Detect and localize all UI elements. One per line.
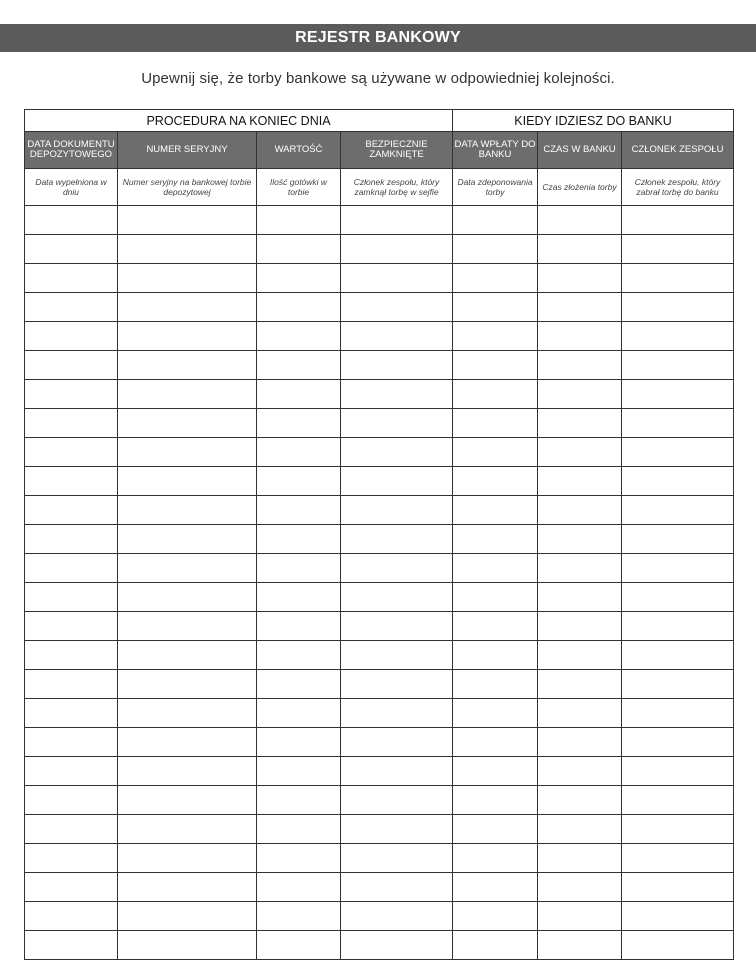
- table-cell[interactable]: [257, 409, 341, 438]
- table-cell[interactable]: [341, 728, 453, 757]
- table-cell[interactable]: [453, 351, 538, 380]
- table-row: [25, 264, 734, 293]
- table-row: [25, 554, 734, 583]
- table-cell[interactable]: [25, 235, 118, 264]
- table-row: [25, 641, 734, 670]
- table-cell[interactable]: [538, 583, 622, 612]
- table-cell[interactable]: [257, 525, 341, 554]
- table-cell[interactable]: [538, 438, 622, 467]
- table-cell[interactable]: [622, 699, 734, 728]
- column-description-deposit-date: Data wypełniona w dniu: [25, 169, 118, 206]
- table-cell[interactable]: [257, 902, 341, 931]
- table-cell[interactable]: [341, 641, 453, 670]
- table-cell[interactable]: [453, 409, 538, 438]
- table-cell[interactable]: [25, 264, 118, 293]
- column-description-safely-locked: Członek zespołu, który zamknął torbę w sejfie: [341, 169, 453, 206]
- table-cell[interactable]: [453, 264, 538, 293]
- table-cell[interactable]: [257, 844, 341, 873]
- column-header-safely-locked: BEZPIECZNIE ZAMKNIĘTE: [341, 132, 453, 169]
- table-row: [25, 583, 734, 612]
- table-cell[interactable]: [622, 815, 734, 844]
- table-cell[interactable]: [453, 525, 538, 554]
- table-cell[interactable]: [538, 873, 622, 902]
- table-cell[interactable]: [257, 380, 341, 409]
- table-cell[interactable]: [453, 612, 538, 641]
- table-cell[interactable]: [622, 641, 734, 670]
- table-cell[interactable]: [538, 554, 622, 583]
- table-cell[interactable]: [341, 496, 453, 525]
- table-row: [25, 235, 734, 264]
- table-row: [25, 206, 734, 235]
- column-header-deposit-date: DATA DOKUMENTU DEPOZYTOWEGO: [25, 132, 118, 169]
- table-cell[interactable]: [118, 786, 257, 815]
- instruction-text: Upewnij się, że torby bankowe są używane w odpowiedniej kolejności.: [141, 70, 615, 87]
- table-cell[interactable]: [453, 873, 538, 902]
- column-description-serial-number: Numer seryjny na bankowej torbie depozytowej: [118, 169, 257, 206]
- table-cell[interactable]: [25, 902, 118, 931]
- table-cell[interactable]: [25, 525, 118, 554]
- table-row: [25, 670, 734, 699]
- table-cell[interactable]: [538, 525, 622, 554]
- table-cell[interactable]: [25, 438, 118, 467]
- table-cell[interactable]: [538, 467, 622, 496]
- table-cell[interactable]: [622, 351, 734, 380]
- table-cell[interactable]: [25, 293, 118, 322]
- table-cell[interactable]: [118, 583, 257, 612]
- table-cell[interactable]: [341, 757, 453, 786]
- table-cell[interactable]: [453, 293, 538, 322]
- table-cell[interactable]: [538, 206, 622, 235]
- table-cell[interactable]: [453, 583, 538, 612]
- table-row: [25, 902, 734, 931]
- column-description-team-member: Członek zespołu, który zabrał torbę do banku: [622, 169, 734, 206]
- table-cell[interactable]: [25, 583, 118, 612]
- table-cell[interactable]: [25, 873, 118, 902]
- table-cell[interactable]: [118, 293, 257, 322]
- table-cell[interactable]: [622, 728, 734, 757]
- table-cell[interactable]: [538, 322, 622, 351]
- table-cell[interactable]: [257, 931, 341, 960]
- table-cell[interactable]: [118, 525, 257, 554]
- table-cell[interactable]: [257, 757, 341, 786]
- table-cell[interactable]: [25, 612, 118, 641]
- table-cell[interactable]: [538, 409, 622, 438]
- table-cell[interactable]: [118, 438, 257, 467]
- table-cell[interactable]: [118, 496, 257, 525]
- table-row: [25, 409, 734, 438]
- table-cell[interactable]: [538, 496, 622, 525]
- table-cell[interactable]: [622, 844, 734, 873]
- table-cell[interactable]: [538, 931, 622, 960]
- table-row: [25, 699, 734, 728]
- table-cell[interactable]: [257, 815, 341, 844]
- table-cell[interactable]: [622, 264, 734, 293]
- table-cell[interactable]: [341, 670, 453, 699]
- register-body: [25, 206, 734, 960]
- table-cell[interactable]: [622, 902, 734, 931]
- table-cell[interactable]: [538, 293, 622, 322]
- table-cell[interactable]: [453, 670, 538, 699]
- table-cell[interactable]: [453, 554, 538, 583]
- table-row: [25, 931, 734, 960]
- column-header-value: WARTOŚĆ: [257, 132, 341, 169]
- page-title: REJESTR BANKOWY: [0, 24, 756, 52]
- table-cell[interactable]: [538, 612, 622, 641]
- table-cell[interactable]: [622, 496, 734, 525]
- table-cell[interactable]: [118, 322, 257, 351]
- column-description-row: [25, 169, 734, 206]
- table-cell[interactable]: [622, 583, 734, 612]
- table-cell[interactable]: [341, 409, 453, 438]
- table-cell[interactable]: [341, 699, 453, 728]
- table-cell[interactable]: [453, 902, 538, 931]
- table-cell[interactable]: [257, 264, 341, 293]
- table-cell[interactable]: [538, 844, 622, 873]
- table-cell[interactable]: [25, 496, 118, 525]
- table-cell[interactable]: [622, 757, 734, 786]
- table-cell[interactable]: [341, 264, 453, 293]
- table-cell[interactable]: [25, 351, 118, 380]
- table-cell[interactable]: [341, 612, 453, 641]
- table-cell[interactable]: [622, 467, 734, 496]
- table-cell[interactable]: [118, 380, 257, 409]
- table-cell[interactable]: [538, 728, 622, 757]
- table-cell[interactable]: [341, 380, 453, 409]
- table-cell[interactable]: [341, 467, 453, 496]
- table-cell[interactable]: [118, 670, 257, 699]
- table-row: [25, 525, 734, 554]
- table-cell[interactable]: [118, 931, 257, 960]
- table-row: [25, 438, 734, 467]
- table-cell[interactable]: [622, 322, 734, 351]
- table-cell[interactable]: [453, 757, 538, 786]
- table-cell[interactable]: [341, 438, 453, 467]
- table-cell[interactable]: [25, 641, 118, 670]
- table-cell[interactable]: [118, 351, 257, 380]
- table-cell[interactable]: [453, 380, 538, 409]
- table-cell[interactable]: [538, 699, 622, 728]
- table-cell[interactable]: [341, 206, 453, 235]
- table-cell[interactable]: [118, 757, 257, 786]
- table-cell[interactable]: [341, 554, 453, 583]
- table-row: [25, 496, 734, 525]
- table-row: [25, 757, 734, 786]
- table-cell[interactable]: [453, 931, 538, 960]
- table-row: [25, 786, 734, 815]
- table-cell[interactable]: [341, 786, 453, 815]
- column-description-time-at-bank: Czas złożenia torby: [538, 169, 622, 206]
- table-cell[interactable]: [622, 293, 734, 322]
- table-cell[interactable]: [453, 815, 538, 844]
- table-cell[interactable]: [538, 670, 622, 699]
- table-row: [25, 293, 734, 322]
- table-cell[interactable]: [118, 612, 257, 641]
- table-cell[interactable]: [257, 786, 341, 815]
- table-cell[interactable]: [538, 815, 622, 844]
- table-cell[interactable]: [118, 264, 257, 293]
- table-cell[interactable]: [118, 873, 257, 902]
- table-cell[interactable]: [257, 293, 341, 322]
- table-cell[interactable]: [25, 670, 118, 699]
- column-header-team-member: CZŁONEK ZESPOŁU: [622, 132, 734, 169]
- table-cell[interactable]: [622, 786, 734, 815]
- table-cell[interactable]: [622, 525, 734, 554]
- table-cell[interactable]: [622, 670, 734, 699]
- table-cell[interactable]: [118, 409, 257, 438]
- group-end-of-day: PROCEDURA NA KONIEC DNIA: [25, 110, 453, 132]
- column-header-bank-deposit-date: DATA WPŁATY DO BANKU: [453, 132, 538, 169]
- table-cell[interactable]: [257, 235, 341, 264]
- group-going-to-bank: KIEDY IDZIESZ DO BANKU: [453, 110, 734, 132]
- table-cell[interactable]: [257, 496, 341, 525]
- table-cell[interactable]: [257, 467, 341, 496]
- table-cell[interactable]: [257, 641, 341, 670]
- table-cell[interactable]: [341, 583, 453, 612]
- table-cell[interactable]: [257, 583, 341, 612]
- column-header-serial-number: NUMER SERYJNY: [118, 132, 257, 169]
- table-row: [25, 873, 734, 902]
- bank-register-table: [24, 109, 734, 960]
- table-cell[interactable]: [341, 235, 453, 264]
- table-cell[interactable]: [118, 815, 257, 844]
- table-cell[interactable]: [453, 438, 538, 467]
- table-row: [25, 351, 734, 380]
- table-cell[interactable]: [25, 380, 118, 409]
- table-cell[interactable]: [257, 699, 341, 728]
- column-header-time-at-bank: CZAS W BANKU: [538, 132, 622, 169]
- table-cell[interactable]: [118, 467, 257, 496]
- table-cell[interactable]: [341, 815, 453, 844]
- table-cell[interactable]: [25, 206, 118, 235]
- table-cell[interactable]: [622, 380, 734, 409]
- table-cell[interactable]: [622, 206, 734, 235]
- table-cell[interactable]: [118, 844, 257, 873]
- table-cell[interactable]: [453, 496, 538, 525]
- table-cell[interactable]: [453, 728, 538, 757]
- table-cell[interactable]: [118, 728, 257, 757]
- table-cell[interactable]: [25, 322, 118, 351]
- table-cell[interactable]: [341, 844, 453, 873]
- table-cell[interactable]: [25, 931, 118, 960]
- table-cell[interactable]: [25, 757, 118, 786]
- table-cell[interactable]: [453, 641, 538, 670]
- table-cell[interactable]: [257, 322, 341, 351]
- table-cell[interactable]: [341, 873, 453, 902]
- column-description-value: Ilość gotówki w torbie: [257, 169, 341, 206]
- table-row: [25, 728, 734, 757]
- table-cell[interactable]: [538, 786, 622, 815]
- table-cell[interactable]: [538, 641, 622, 670]
- table-row: [25, 844, 734, 873]
- table-cell[interactable]: [622, 931, 734, 960]
- table-row: [25, 322, 734, 351]
- table-row: [25, 380, 734, 409]
- table-cell[interactable]: [538, 902, 622, 931]
- table-cell[interactable]: [453, 206, 538, 235]
- table-cell[interactable]: [25, 409, 118, 438]
- table-cell[interactable]: [341, 351, 453, 380]
- table-cell[interactable]: [257, 612, 341, 641]
- table-cell[interactable]: [538, 235, 622, 264]
- table-cell[interactable]: [341, 525, 453, 554]
- table-cell[interactable]: [25, 844, 118, 873]
- table-cell[interactable]: [118, 235, 257, 264]
- table-cell[interactable]: [453, 786, 538, 815]
- column-description-bank-deposit-date: Data zdeponowania torby: [453, 169, 538, 206]
- table-cell[interactable]: [453, 699, 538, 728]
- table-cell[interactable]: [118, 206, 257, 235]
- table-cell[interactable]: [453, 235, 538, 264]
- table-cell[interactable]: [538, 757, 622, 786]
- table-cell[interactable]: [257, 554, 341, 583]
- table-cell[interactable]: [341, 931, 453, 960]
- table-row: [25, 815, 734, 844]
- group-header-row: [25, 110, 734, 132]
- table-cell[interactable]: [622, 409, 734, 438]
- table-cell[interactable]: [257, 728, 341, 757]
- table-cell[interactable]: [453, 844, 538, 873]
- table-cell[interactable]: [538, 264, 622, 293]
- table-cell[interactable]: [118, 699, 257, 728]
- table-cell[interactable]: [118, 641, 257, 670]
- table-cell[interactable]: [25, 554, 118, 583]
- table-cell[interactable]: [257, 670, 341, 699]
- table-cell[interactable]: [622, 612, 734, 641]
- table-cell[interactable]: [538, 380, 622, 409]
- table-cell[interactable]: [25, 786, 118, 815]
- table-row: [25, 467, 734, 496]
- column-header-row: [25, 132, 734, 169]
- table-cell[interactable]: [257, 438, 341, 467]
- table-cell[interactable]: [257, 351, 341, 380]
- table-cell[interactable]: [453, 322, 538, 351]
- table-cell[interactable]: [25, 467, 118, 496]
- table-cell[interactable]: [622, 873, 734, 902]
- table-cell[interactable]: [25, 699, 118, 728]
- table-cell[interactable]: [622, 438, 734, 467]
- table-cell[interactable]: [453, 467, 538, 496]
- table-cell[interactable]: [341, 322, 453, 351]
- table-cell[interactable]: [118, 554, 257, 583]
- table-cell[interactable]: [341, 902, 453, 931]
- table-cell[interactable]: [341, 293, 453, 322]
- table-cell[interactable]: [25, 815, 118, 844]
- table-cell[interactable]: [25, 728, 118, 757]
- table-cell[interactable]: [622, 235, 734, 264]
- table-row: [25, 612, 734, 641]
- table-cell[interactable]: [118, 902, 257, 931]
- table-cell[interactable]: [257, 206, 341, 235]
- table-cell[interactable]: [257, 873, 341, 902]
- table-cell[interactable]: [538, 351, 622, 380]
- table-cell[interactable]: [622, 554, 734, 583]
